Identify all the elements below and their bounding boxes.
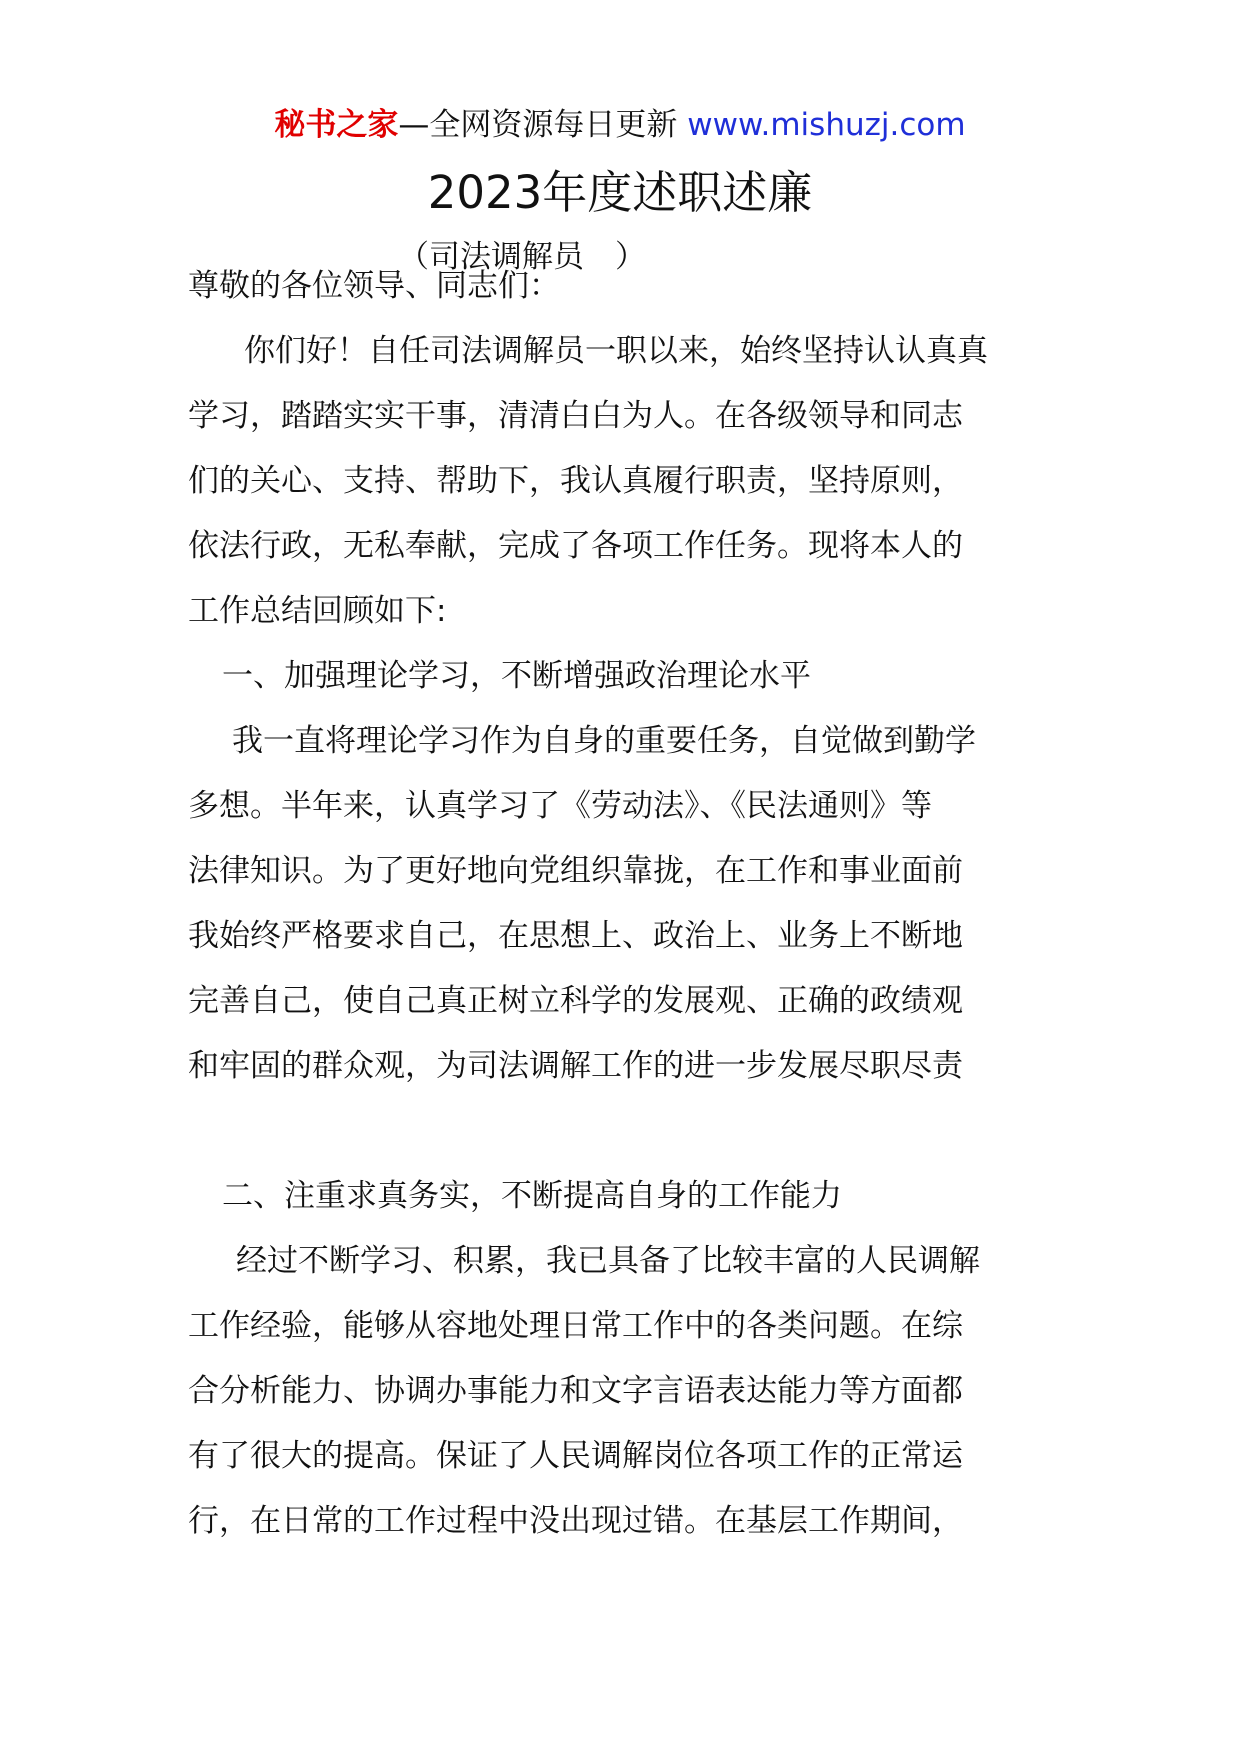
paragraph-line: 合分析能力、协调办事能力和文字言语表达能力等方面都 (188, 1373, 963, 1409)
header-slogan: —全网资源每日更新 (398, 107, 678, 143)
paragraph-line: 依法行政，无私奉献，完成了各项工作任务。现将本人的 (188, 528, 963, 564)
salutation: 尊敬的各位领导、同志们： (188, 268, 560, 304)
paragraph-line: 有了很大的提高。保证了人民调解岗位各项工作的正常运 (188, 1438, 963, 1474)
section-heading-2: 二、注重求真务实，不断提高自身的工作能力 (222, 1178, 842, 1214)
document-title: 2023年度述职述廉 (427, 166, 813, 219)
paragraph-line: 和牢固的群众观，为司法调解工作的进一步发展尽职尽责 (188, 1048, 963, 1084)
document-body (188, 254, 1058, 1554)
paragraph-line: 完善自己，使自己真正树立科学的发展观、正确的政绩观 (188, 983, 963, 1019)
paragraph-line: 多想。半年来，认真学习了《劳动法》、《民法通则》等 (188, 788, 932, 824)
site-url-link[interactable]: www.mishuzj.com (687, 107, 966, 143)
paragraph-line: 们的关心、支持、帮助下，我认真履行职责，坚持原则， (188, 463, 963, 499)
paragraph-line: 工作经验，能够从容地处理日常工作中的各类问题。在综 (188, 1308, 963, 1344)
paragraph-line: 学习，踏踏实实干事，清清白白为人。在各级领导和同志 (188, 398, 963, 434)
paragraph-line: 法律知识。为了更好地向党组织靠拢，在工作和事业面前 (188, 853, 963, 889)
document-subtitle: （司法调解员 ） (398, 239, 646, 275)
paragraph-line: 经过不断学习、积累，我已具备了比较丰富的人民调解 (236, 1243, 980, 1279)
paragraph-line: 行，在日常的工作过程中没出现过错。在基层工作期间， (188, 1503, 963, 1539)
paragraph-line: 工作总结回顾如下: (188, 593, 447, 629)
site-header (0, 100, 1240, 150)
section-heading-1: 一、加强理论学习，不断增强政治理论水平 (222, 658, 811, 694)
paragraph-line: 我始终严格要求自己，在思想上、政治上、业务上不断地 (188, 918, 963, 954)
paragraph-line: 你们好！自任司法调解员一职以来，始终坚持认认真真 (244, 333, 988, 369)
paragraph-gap (188, 1099, 1058, 1164)
paragraph-line: 我一直将理论学习作为自身的重要任务，自觉做到勤学 (232, 723, 976, 759)
brand-name: 秘书之家 (274, 107, 399, 143)
